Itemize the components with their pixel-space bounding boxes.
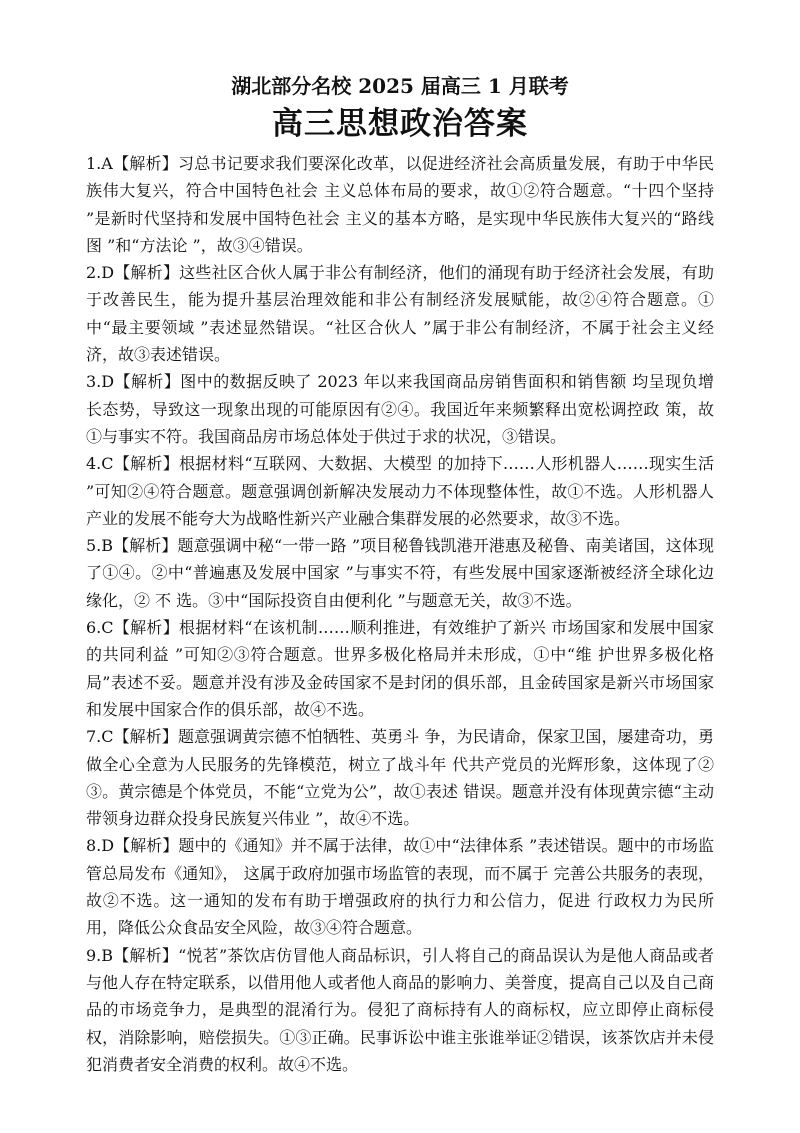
answer-item-9: 9.B【解析】“悦茗”茶饮店仿冒他人商品标识，引人将自己的商品误认为是他人商品或者与他人存在特定联系，以借用他人或者他人商品的影响力、美誉度，提高自己以及自己商品的市场竞争力，是典型的混淆行为。侵犯了商标持有人的商标权，应立即停止商标侵权，消除影响，赔偿损失。①③正确。民事诉讼中谁主张谁举证②错误，该茶饮店并未侵犯消费者安全消费的权利。故④不选。 (86, 945, 714, 1074)
answer-item-7: 7.C【解析】题意强调黄宗德不怕牺牲、英勇斗 争，为民请命，保家卫国，屡建奇功，勇做全心全意为人民服务的先锋模范，树立了战斗年 代共产党员的光辉形象，这体现了②③。黄宗德是个体党员，不能“立党为公”，故①表述 错误。题意并没有体现黄宗德“主动带领身边群众投身民族复兴伟业 ”，故④不选。 (86, 727, 714, 829)
answer-item-2: 2.D【解析】这些社区合伙人属于非公有制经济，他们的涌现有助于经济社会发展，有助于改善民生，能为提升基层治理效能和非公有制经济发展赋能，故②④符合题意。①中“最主要领域 ”表述显然错误。“社区合伙人 ”属于非公有制经济，不属于社会主义经济，故③表述错误。 (86, 263, 714, 365)
answer-list (86, 150, 714, 1078)
answer-item-1: 1.A【解析】习总书记要求我们要深化改革，以促进经济社会高质量发展，有助于中华民族伟大复兴，符合中国特色社会 主义总体布局的要求，故①②符合题意。“十四个坚持 ”是新时代坚持和发展中国特色社会 主义的基本方略，是实现中华民族伟大复兴的“路线图 ”和“方法论 ”，故③④错误。 (86, 154, 714, 255)
exam-title: 湖北部分名校 2025 届高三 1 月联考 (231, 74, 569, 98)
answer-item-4: 4.C【解析】根据材料“互联网、大数据、大模型 的加持下……人形机器人……现实生活 ”可知②④符合题意。题意强调创新解决发展动力不体现整体性，故①不选。人形机器人产业的发展不能夸大为战略性新兴产业融合集群发展的必然要求，故③不选。 (86, 454, 714, 528)
answer-item-3: 3.D【解析】图中的数据反映了 2023 年以来我国商品房销售面积和销售额 均呈现负增长态势，导致这一现象出现的可能原因有②④。我国近年来频繁释出宽松调控政 策，故①与事实不符。我国商品房市场总体处于供过于求的状况，③错误。 (86, 372, 714, 446)
page-title: 高三思想政治答案 (272, 106, 528, 142)
answer-item-5: 5.B【解析】题意强调中秘“一带一路 ”项目秘鲁钱凯港开港惠及秘鲁、南美诸国，这体现了①④。②中“普遍惠及发展中国家 ”与事实不符，有些发展中国家逐渐被经济全球化边缘化，② 不 选。③中“国际投资自由便利化 ”与题意无关，故③不选。 (86, 536, 714, 610)
answer-item-6: 6.C【解析】根据材料“在该机制……顺利推进，有效维护了新兴 市场国家和发展中国家的共同利益 ”可知②③符合题意。世界多极化格局并未形成，①中“维 护世界多极化格局”表述不妥。题意并没有涉及金砖国家不是封闭的俱乐部，且金砖国家是新兴市场国家和发展中国家合作的俱乐部，故④不选。 (86, 618, 714, 719)
answer-item-8: 8.D【解析】题中的《通知》并不属于法律，故①中“法律体系 ”表述错误。题中的市场监管总局发布《通知》， 这属于政府加强市场监管的表现，而不属于 完善公共服务的表现，故②不选。这一通知的发布有助于增强政府的执行力和公信力，促进 行政权力为民所用，降低公众食品安全风险，故③④符合题意。 (86, 836, 714, 938)
